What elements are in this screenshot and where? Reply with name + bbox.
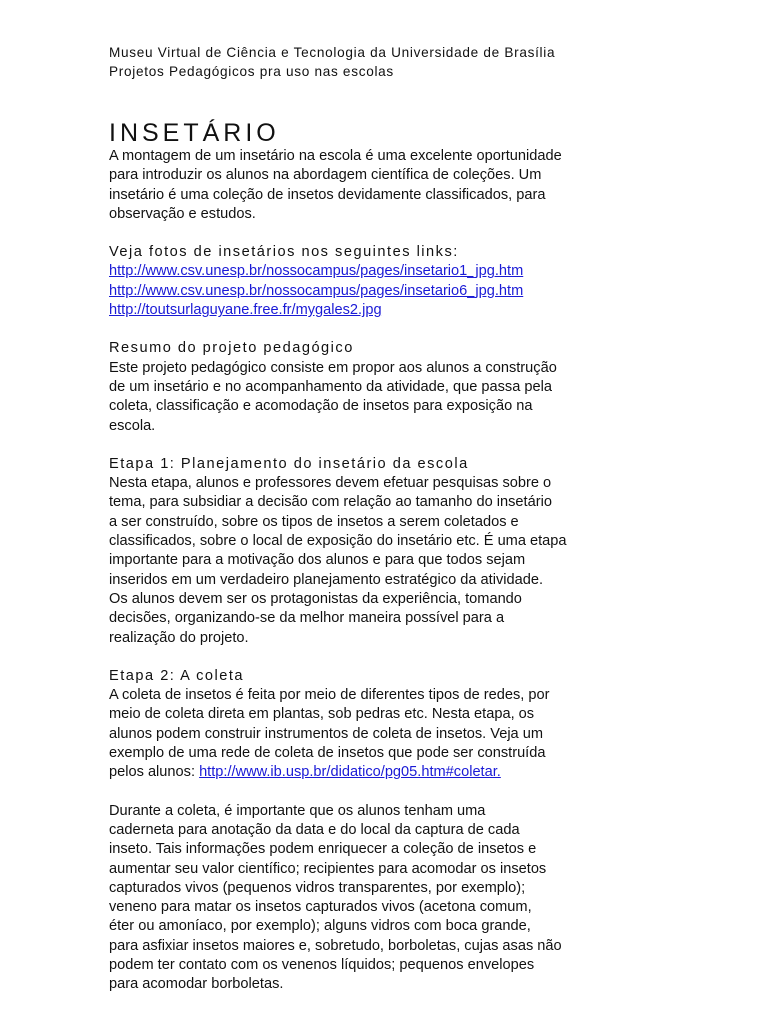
etapa2-line: A coleta de insetos é feita por meio de diferentes tipos de redes, por — [109, 687, 550, 704]
etapa1-line: realização do projeto. — [109, 629, 249, 646]
resumo-line: escola. — [109, 417, 156, 434]
header-subtitle: Projetos Pedagógicos pra uso nas escolas — [109, 63, 394, 79]
resumo-section — [109, 339, 669, 435]
etapa2-last-prefix: pelos alunos: — [109, 764, 200, 781]
etapa1-line: Nesta etapa, alunos e professores devem efetuar pesquisas sobre o — [109, 475, 552, 492]
durante-line: Durante a coleta, é importante que os alunos tenham uma — [109, 802, 486, 819]
links-section — [109, 243, 669, 320]
etapa1-heading: Etapa 1: Planejamento do insetário da escola — [109, 455, 469, 472]
etapa1-line: a ser construído, sobre os tipos de insetos a serem coletados e — [109, 513, 519, 530]
durante-line: capturados vivos (pequenos vidros transparentes, por exemplo); — [109, 879, 526, 896]
durante-line: inseto. Tais informações podem enriquecer a coleção de insetos e — [109, 841, 537, 858]
durante-line: para acomodar borboletas. — [109, 976, 284, 993]
header-institution: Museu Virtual de Ciência e Tecnologia da Universidade de Brasília — [109, 45, 556, 60]
intro-line: observação e estudos. — [109, 205, 256, 222]
link-rede-coleta[interactable]: http://www.ib.usp.br/didatico/pg05.htm#coletar. — [199, 764, 501, 781]
resumo-heading: Resumo do projeto pedagógico — [109, 340, 354, 357]
etapa1-line: inseridos em um verdadeiro planejamento estratégico da atividade. — [109, 571, 544, 588]
link-insetario6[interactable]: http://www.csv.unesp.br/nossocampus/pages/insetario6_jpg.htm — [109, 282, 524, 299]
etapa2-line: exemplo de uma rede de coleta de insetos que pode ser construída — [109, 745, 546, 762]
etapa2-heading: Etapa 2: A coleta — [109, 667, 245, 684]
etapa1-section — [109, 455, 669, 648]
durante-line: éter ou amoníaco, por exemplo); alguns vidros com boca grande, — [109, 918, 531, 935]
etapa2-section — [109, 667, 669, 783]
resumo-line: Este projeto pedagógico consiste em propor aos alunos a construção — [109, 359, 557, 376]
document-page — [109, 44, 669, 995]
intro-line: A montagem de um insetário na escola é uma excelente oportunidade — [109, 148, 562, 164]
etapa2-last-line — [109, 763, 669, 782]
intro-line: para introduzir os alunos na abordagem científica de coleções. Um — [109, 167, 542, 184]
etapa2-line: meio de coleta direta em plantas, sob pedras etc. Nesta etapa, os — [109, 706, 535, 723]
durante-section — [109, 802, 669, 995]
resumo-line: coleta, classificação e acomodação de insetos para exposição na — [109, 398, 533, 415]
durante-line: caderneta para anotação da data e do local da captura de cada — [109, 821, 520, 838]
page-title: INSETÁRIO — [109, 119, 280, 147]
resumo-line: de um insetário e no acompanhamento da atividade, que passa pela — [109, 378, 552, 395]
etapa1-line: decisões, organizando-se da melhor maneira possível para a — [109, 610, 505, 627]
durante-line: veneno para matar os insetos capturados vivos (acetona comum, — [109, 899, 532, 916]
durante-line: aumentar seu valor científico; recipientes para acomodar os insetos — [109, 860, 547, 877]
intro-line: insetário é uma coleção de insetos devidamente classificados, para — [109, 186, 546, 203]
durante-line: para asfixiar insetos maiores e, sobretudo, borboletas, cujas asas não — [109, 937, 562, 954]
link-mygales[interactable]: http://toutsurlaguyane.free.fr/mygales2.jpg — [109, 302, 382, 319]
links-intro: Veja fotos de insetários nos seguintes links: — [109, 244, 459, 261]
etapa1-line: importante para a motivação dos alunos e para que todos sejam — [109, 552, 526, 569]
etapa1-line: tema, para subsidiar a decisão com relação ao tamanho do insetário — [109, 494, 552, 511]
etapa2-line: alunos podem construir instrumentos de coleta de insetos. Veja um — [109, 725, 543, 742]
intro-paragraph — [109, 147, 669, 224]
etapa1-line: classificados, sobre o local de exposição do insetário etc. É uma etapa — [109, 533, 567, 550]
link-insetario1[interactable]: http://www.csv.unesp.br/nossocampus/pages/insetario1_jpg.htm — [109, 263, 524, 280]
document-header — [109, 44, 669, 81]
etapa1-line: Os alunos devem ser os protagonistas da experiência, tomando — [109, 590, 522, 607]
durante-line: podem ter contato com os venenos líquidos; pequenos envelopes — [109, 956, 535, 973]
